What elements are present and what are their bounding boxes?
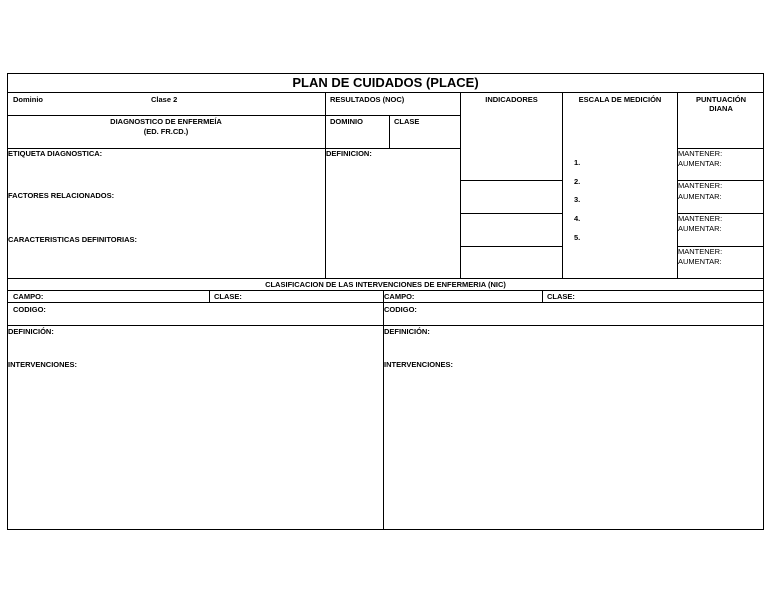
nic-title: CLASIFICACION DE LAS INTERVENCIONES DE ENFERMERIA (NIC) — [265, 280, 506, 289]
nic-left-codigo: CODIGO: — [13, 305, 46, 314]
divider — [542, 290, 543, 302]
divider — [460, 180, 562, 181]
page-title: PLAN DE CUIDADOS (PLACE) — [292, 75, 479, 90]
target-mantener: MANTENER: — [678, 181, 723, 190]
divider — [325, 92, 326, 278]
target-mantener: MANTENER: — [678, 214, 723, 223]
nic-left-definicion: DEFINICIÓN: — [8, 327, 54, 336]
target-mantener: MANTENER: — [678, 149, 723, 158]
nic-right-campo: CAMPO: — [384, 292, 415, 301]
target-aumentar: AUMENTAR: — [678, 257, 722, 266]
scale-number: 1. — [574, 158, 581, 167]
divider — [7, 115, 460, 116]
diagnostico-title: DIAGNOSTICO DE ENFERMEÍA — [110, 117, 222, 126]
divider — [460, 92, 461, 278]
nic-right-intervenciones: INTERVENCIONES: — [384, 360, 454, 369]
header-indicadores: INDICADORES — [485, 95, 538, 104]
nic-left-clase: CLASE: — [214, 292, 242, 301]
target-aumentar: AUMENTAR: — [678, 192, 722, 201]
divider — [7, 278, 764, 279]
header-diana: DIANA — [709, 104, 733, 113]
header-resultados-noc: RESULTADOS (NOC) — [330, 95, 405, 104]
etiqueta-diagnostica-label: ETIQUETA DIAGNOSTICA: — [8, 149, 103, 158]
divider — [7, 92, 764, 93]
noc-dominio: DOMINIO — [330, 117, 363, 126]
header-clase: Clase 2 — [151, 95, 178, 104]
diagnostico-subtitle: (ED. FR.CD.) — [143, 127, 189, 136]
caracteristicas-definitorias-label: CARACTERISTICAS DEFINITORIAS: — [8, 235, 138, 244]
nic-right-codigo: CODIGO: — [384, 305, 417, 314]
scale-number: 3. — [574, 195, 581, 204]
divider — [389, 115, 390, 148]
nic-right-clase: CLASE: — [547, 292, 575, 301]
divider — [460, 213, 562, 214]
scale-number: 4. — [574, 214, 581, 223]
divider — [383, 290, 384, 530]
header-escala-medicion: ESCALA DE MEDICIÓN — [578, 95, 662, 104]
noc-clase: CLASE — [394, 117, 420, 126]
divider — [460, 246, 562, 247]
factores-relacionados-label: FACTORES RELACIONADOS: — [8, 191, 115, 200]
header-puntuacion: PUNTUACIÓN — [696, 95, 746, 104]
divider — [562, 92, 563, 278]
nic-right-definicion: DEFINICIÓN: — [384, 327, 430, 336]
scale-number: 5. — [574, 233, 581, 242]
scale-number: 2. — [574, 177, 581, 186]
divider — [7, 302, 764, 303]
divider — [7, 325, 764, 326]
target-aumentar: AUMENTAR: — [678, 159, 722, 168]
nic-left-intervenciones: INTERVENCIONES: — [8, 360, 78, 369]
target-aumentar: AUMENTAR: — [678, 224, 722, 233]
divider — [209, 290, 210, 302]
definicion-label: DEFINICION: — [326, 149, 372, 158]
target-mantener: MANTENER: — [678, 247, 723, 256]
header-dominio: Dominio — [13, 95, 43, 104]
nic-left-campo: CAMPO: — [13, 292, 44, 301]
divider — [7, 290, 764, 291]
